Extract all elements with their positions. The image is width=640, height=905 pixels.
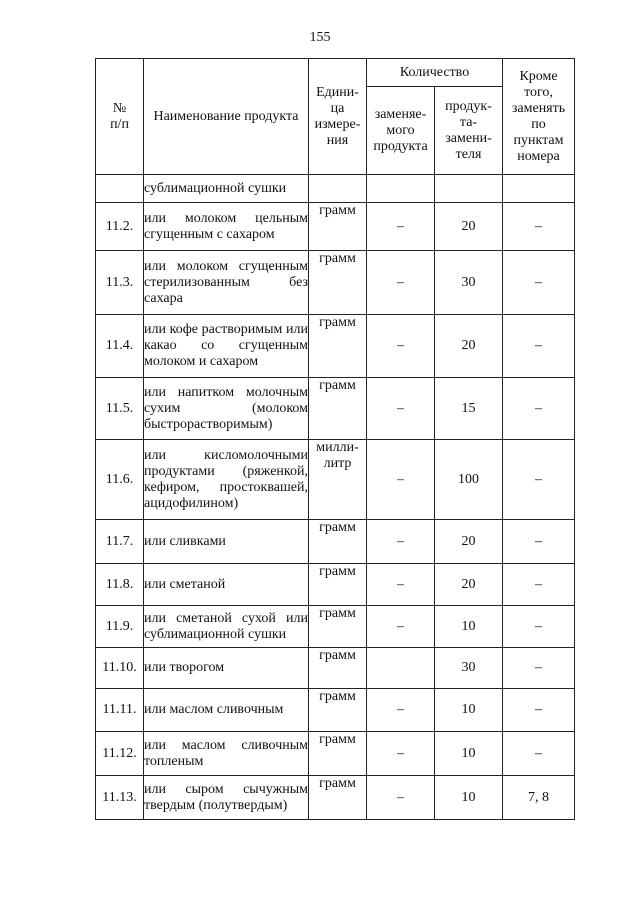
besides-items: –: [503, 648, 575, 689]
header-besides: Кроме того, заменять по пунктам номера: [503, 59, 575, 175]
replacing-quantity: [435, 175, 503, 203]
row-number: 11.10.: [96, 648, 144, 689]
table-row: [96, 564, 575, 606]
header-product-name: Наименование продукта: [144, 59, 309, 175]
besides-items: –: [503, 564, 575, 606]
replaced-quantity: [367, 175, 435, 203]
besides-items: –: [503, 689, 575, 732]
row-number: 11.11.: [96, 689, 144, 732]
replaced-quantity: –: [367, 606, 435, 648]
unit: грамм: [309, 564, 367, 606]
replacing-quantity: 30: [435, 251, 503, 315]
unit: грамм: [309, 648, 367, 689]
replacing-quantity: 20: [435, 315, 503, 378]
replaced-quantity: –: [367, 776, 435, 820]
product-name: или напитком молочным сухим (молоком быстрорастворимым): [144, 378, 309, 440]
besides-items: –: [503, 732, 575, 776]
product-name: или маслом сливочным топленым: [144, 732, 309, 776]
product-name: или кисломолочными продуктами (ряженкой, кефиром, простоквашей, ацидофилином): [144, 440, 309, 520]
unit: грамм: [309, 776, 367, 820]
unit: милли- литр: [309, 440, 367, 520]
replaced-quantity: –: [367, 689, 435, 732]
replacing-quantity: 10: [435, 606, 503, 648]
replacing-quantity: 20: [435, 564, 503, 606]
row-number: 11.12.: [96, 732, 144, 776]
product-name: или маслом сливочным: [144, 689, 309, 732]
unit: грамм: [309, 203, 367, 251]
unit: грамм: [309, 315, 367, 378]
table-row: [96, 440, 575, 520]
replacing-quantity: 10: [435, 689, 503, 732]
replaced-quantity: –: [367, 520, 435, 564]
header-number: № п/п: [96, 59, 144, 175]
row-number: 11.4.: [96, 315, 144, 378]
replacing-quantity: 10: [435, 776, 503, 820]
unit: грамм: [309, 251, 367, 315]
replaced-quantity: –: [367, 251, 435, 315]
besides-items: –: [503, 378, 575, 440]
replacing-quantity: 20: [435, 203, 503, 251]
replaced-quantity: –: [367, 564, 435, 606]
row-number: 11.13.: [96, 776, 144, 820]
besides-items: –: [503, 251, 575, 315]
replaced-quantity: –: [367, 315, 435, 378]
substitution-table: [95, 58, 575, 820]
table-row: [96, 175, 575, 203]
row-number: [96, 175, 144, 203]
unit: грамм: [309, 732, 367, 776]
unit: грамм: [309, 520, 367, 564]
besides-items: –: [503, 315, 575, 378]
row-number: 11.9.: [96, 606, 144, 648]
besides-items: –: [503, 606, 575, 648]
besides-items: 7, 8: [503, 776, 575, 820]
page-number: 155: [309, 30, 331, 45]
table-row: [96, 203, 575, 251]
product-name: или молоком сгущенным стерилизованным без сахара: [144, 251, 309, 315]
besides-items: –: [503, 203, 575, 251]
unit: [309, 175, 367, 203]
unit: грамм: [309, 689, 367, 732]
replaced-quantity: [367, 648, 435, 689]
table-row: [96, 251, 575, 315]
product-name: или творогом: [144, 648, 309, 689]
replacing-quantity: 15: [435, 378, 503, 440]
besides-items: –: [503, 440, 575, 520]
row-number: 11.2.: [96, 203, 144, 251]
product-name: или сметаной сухой или сублимационной сушки: [144, 606, 309, 648]
row-number: 11.7.: [96, 520, 144, 564]
replacing-quantity: 20: [435, 520, 503, 564]
besides-items: [503, 175, 575, 203]
product-name: или сыром сычужным твердым (полутвердым): [144, 776, 309, 820]
replacing-quantity: 30: [435, 648, 503, 689]
table-row: [96, 776, 575, 820]
product-name: или молоком цельным сгущенным с сахаром: [144, 203, 309, 251]
header-quantity: Количество: [367, 59, 503, 87]
product-name: или кофе растворимым или какао со сгущенным молоком и сахаром: [144, 315, 309, 378]
product-name: или сметаной: [144, 564, 309, 606]
replaced-quantity: –: [367, 440, 435, 520]
table-row: [96, 315, 575, 378]
header-unit: Едини- ца измере- ния: [309, 59, 367, 175]
table-row: [96, 732, 575, 776]
besides-items: –: [503, 520, 575, 564]
product-name: сублимационной сушки: [144, 175, 309, 203]
table-row: [96, 648, 575, 689]
table-row: [96, 520, 575, 564]
replacing-quantity: 10: [435, 732, 503, 776]
row-number: 11.8.: [96, 564, 144, 606]
row-number: 11.5.: [96, 378, 144, 440]
replaced-quantity: –: [367, 203, 435, 251]
row-number: 11.3.: [96, 251, 144, 315]
unit: грамм: [309, 378, 367, 440]
product-name: или сливками: [144, 520, 309, 564]
table-row: [96, 378, 575, 440]
replaced-quantity: –: [367, 378, 435, 440]
replacing-quantity: 100: [435, 440, 503, 520]
unit: грамм: [309, 606, 367, 648]
row-number: 11.6.: [96, 440, 144, 520]
table-row: [96, 606, 575, 648]
table-row: [96, 689, 575, 732]
replaced-quantity: –: [367, 732, 435, 776]
header-replaced-product: заменяе- мого продукта: [367, 87, 435, 175]
header-replacing-product: продук- та- замени- теля: [435, 87, 503, 175]
